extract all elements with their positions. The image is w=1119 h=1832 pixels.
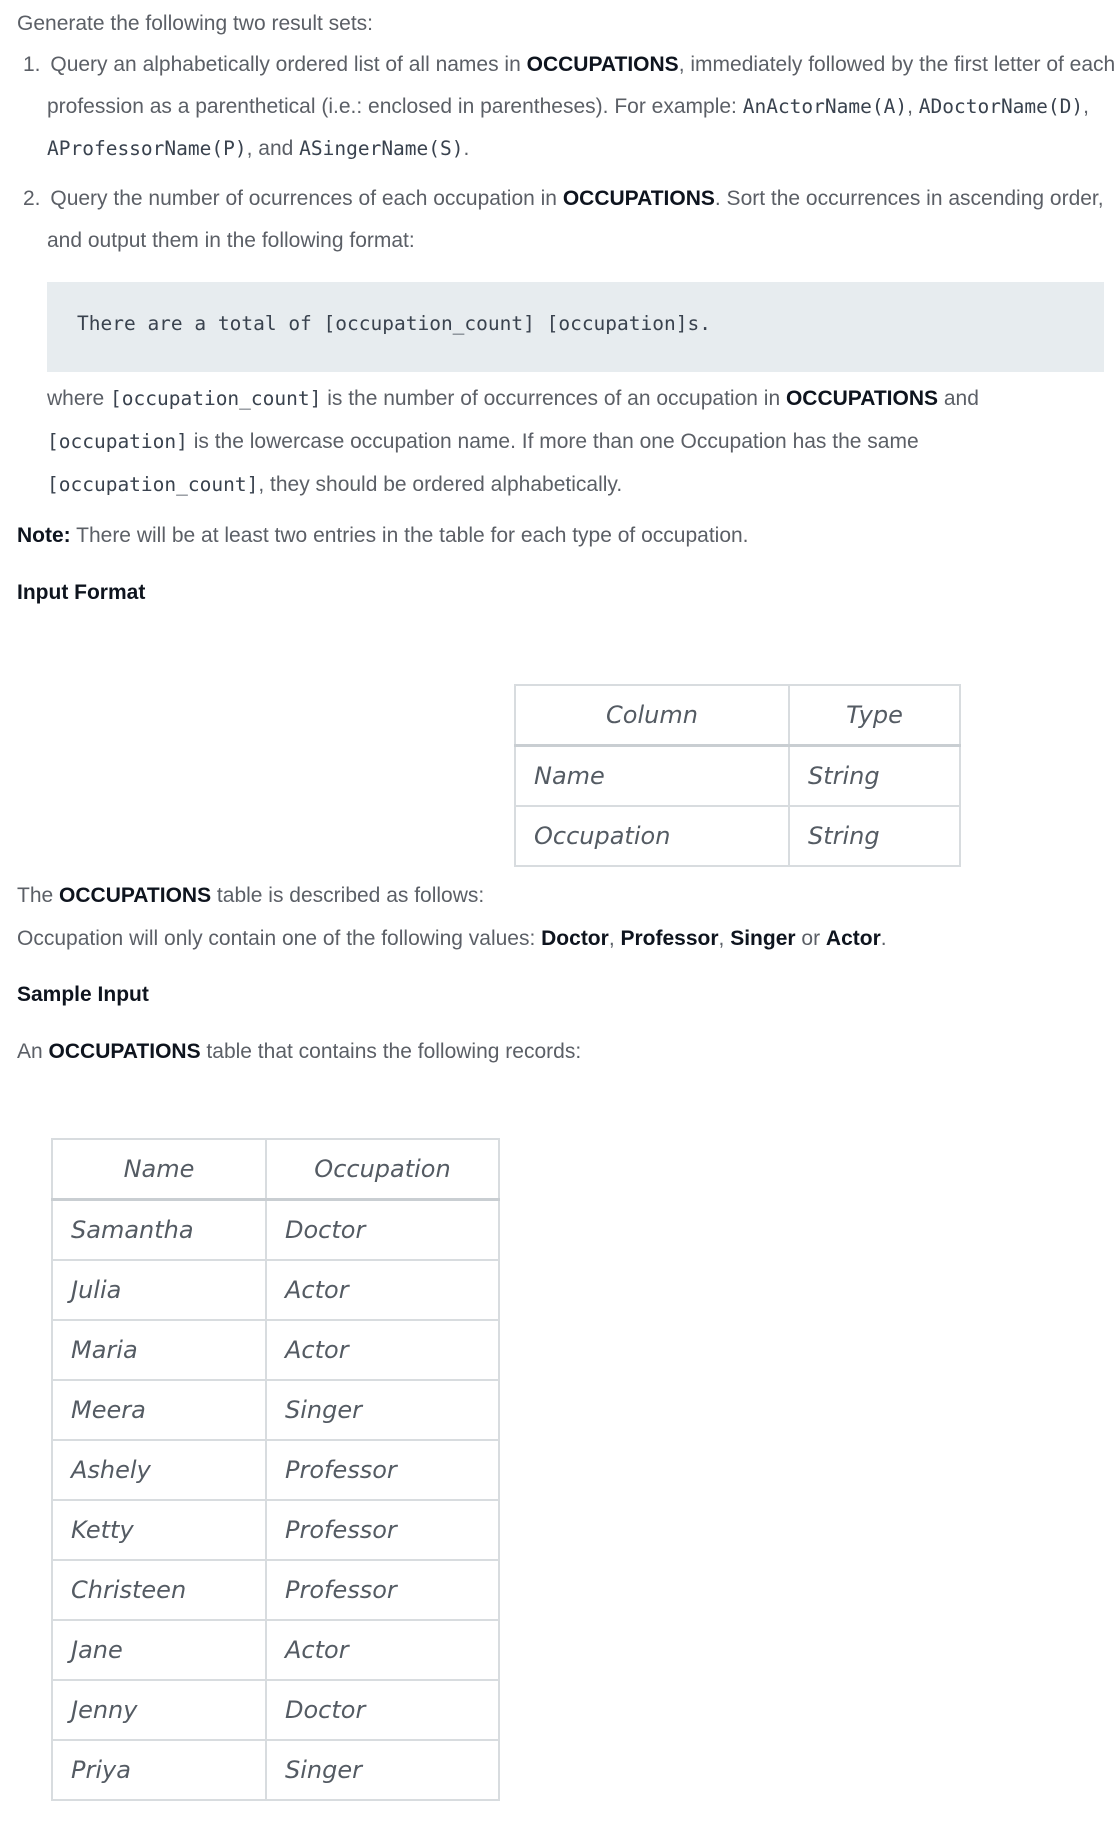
table-row bbox=[52, 1740, 499, 1800]
table-header-row bbox=[52, 1139, 499, 1200]
code-block bbox=[47, 282, 1104, 372]
note-label: Note: bbox=[17, 524, 71, 547]
list-item-1-line-2 bbox=[47, 92, 1089, 122]
intro-text: Generate the following two result sets: bbox=[17, 12, 374, 35]
column-header: Column bbox=[515, 685, 789, 746]
table-header-row bbox=[515, 685, 960, 746]
sample-input-heading: Sample Input bbox=[17, 983, 149, 1006]
list-item-1-line-3 bbox=[47, 134, 469, 164]
table-cell: Jenny bbox=[52, 1680, 266, 1740]
code-example: AnActorName(A) bbox=[742, 95, 908, 118]
where-line-3 bbox=[47, 470, 622, 500]
table-row bbox=[52, 1500, 499, 1560]
table-cell: String bbox=[789, 746, 960, 807]
table-cell: Priya bbox=[52, 1740, 266, 1800]
list-number: 2. bbox=[23, 187, 41, 210]
table-cell: Maria bbox=[52, 1320, 266, 1380]
table-cell: Ketty bbox=[52, 1500, 266, 1560]
item-text: where bbox=[47, 387, 111, 410]
table-cell: Julia bbox=[52, 1260, 266, 1320]
table-cell: Professor bbox=[266, 1440, 499, 1500]
table-row bbox=[52, 1380, 499, 1440]
table-row bbox=[52, 1620, 499, 1680]
input-format-heading: Input Format bbox=[17, 581, 146, 604]
table-row bbox=[52, 1680, 499, 1740]
table-description bbox=[17, 881, 484, 911]
item-text: is the number of occurrences of an occupation in bbox=[321, 387, 786, 410]
list-item-2-line-2: and output them in the following format: bbox=[47, 229, 415, 252]
table-row bbox=[52, 1440, 499, 1500]
table-cell: Jane bbox=[52, 1620, 266, 1680]
separator: or bbox=[795, 927, 826, 950]
separator: , bbox=[1083, 95, 1089, 118]
desc-text: Occupation will only contain one of the following values: bbox=[17, 927, 542, 950]
code-format-text: There are a total of [occupation_count] [occupation]s. bbox=[77, 312, 711, 335]
separator: , bbox=[608, 927, 621, 950]
sample-description bbox=[17, 1037, 581, 1067]
item-text: , and bbox=[246, 137, 300, 160]
table-name: OCCUPATIONS bbox=[526, 53, 679, 76]
table-row bbox=[515, 746, 960, 807]
note-text: There will be at least two entries in the table for each type of occupation. bbox=[70, 524, 749, 547]
item-text: , they should be ordered alphabetically. bbox=[258, 473, 623, 496]
column-header: Name bbox=[52, 1139, 266, 1200]
code-example: ASingerName(S) bbox=[299, 137, 464, 160]
code-example: [occupation_count] bbox=[47, 473, 259, 496]
table-cell: Actor bbox=[266, 1620, 499, 1680]
table-cell: Actor bbox=[266, 1320, 499, 1380]
sample-table bbox=[51, 1138, 500, 1801]
table-row bbox=[52, 1200, 499, 1261]
table-cell: Singer bbox=[266, 1740, 499, 1800]
value-doctor: Doctor bbox=[541, 927, 609, 950]
table-cell: Ashely bbox=[52, 1440, 266, 1500]
where-line-1 bbox=[47, 384, 979, 414]
table-cell: Actor bbox=[266, 1260, 499, 1320]
schema-table bbox=[514, 684, 961, 867]
table-cell: Doctor bbox=[266, 1200, 499, 1261]
table-row bbox=[515, 806, 960, 866]
item-text: Query the number of ocurrences of each occupation in bbox=[50, 187, 563, 210]
item-text: . bbox=[463, 137, 470, 160]
separator: , bbox=[718, 927, 731, 950]
table-cell: Name bbox=[515, 746, 789, 807]
table-cell: Samantha bbox=[52, 1200, 266, 1261]
table-name: OCCUPATIONS bbox=[785, 387, 939, 410]
code-example: [occupation] bbox=[47, 430, 188, 453]
desc-text: table that contains the following records: bbox=[200, 1040, 582, 1063]
table-row bbox=[52, 1260, 499, 1320]
value-actor: Actor bbox=[825, 927, 881, 950]
note bbox=[17, 521, 749, 551]
desc-text: An bbox=[17, 1040, 49, 1063]
value-singer: Singer bbox=[730, 927, 796, 950]
table-name: OCCUPATIONS bbox=[59, 884, 212, 907]
item-text: and bbox=[938, 387, 979, 410]
code-example: AProfessorName(P) bbox=[47, 137, 247, 160]
table-cell: Professor bbox=[266, 1500, 499, 1560]
item-text: , immediately followed by the first letter of each bbox=[678, 53, 1116, 76]
item-text: profession as a parenthetical (i.e.: enclosed in parentheses). For example: bbox=[47, 95, 743, 118]
table-row bbox=[52, 1560, 499, 1620]
desc-text: The bbox=[17, 884, 60, 907]
code-example: ADoctorName(D) bbox=[918, 95, 1084, 118]
list-number: 1. bbox=[23, 53, 41, 76]
item-text: is the lowercase occupation name. If more than one Occupation has the same bbox=[187, 430, 919, 453]
table-cell: Christeen bbox=[52, 1560, 266, 1620]
column-header: Type bbox=[789, 685, 960, 746]
list-item-1-line-1 bbox=[23, 50, 1115, 80]
table-name: OCCUPATIONS bbox=[48, 1040, 201, 1063]
table-name: OCCUPATIONS bbox=[562, 187, 715, 210]
item-text: . Sort the occurrences in ascending order, bbox=[714, 187, 1104, 210]
value-professor: Professor bbox=[620, 927, 719, 950]
item-text: Query an alphabetically ordered list of all names in bbox=[50, 53, 527, 76]
table-cell: Occupation bbox=[515, 806, 789, 866]
where-line-2 bbox=[47, 427, 919, 457]
table-cell: Doctor bbox=[266, 1680, 499, 1740]
column-header: Occupation bbox=[266, 1139, 499, 1200]
table-cell: Professor bbox=[266, 1560, 499, 1620]
code-example: [occupation_count] bbox=[110, 387, 322, 410]
table-cell: Meera bbox=[52, 1380, 266, 1440]
separator: , bbox=[907, 95, 919, 118]
values-description bbox=[17, 924, 887, 954]
table-cell: String bbox=[789, 806, 960, 866]
table-row bbox=[52, 1320, 499, 1380]
list-item-2-line-1 bbox=[23, 184, 1104, 214]
table-cell: Singer bbox=[266, 1380, 499, 1440]
separator: . bbox=[880, 927, 887, 950]
desc-text: table is described as follows: bbox=[211, 884, 485, 907]
